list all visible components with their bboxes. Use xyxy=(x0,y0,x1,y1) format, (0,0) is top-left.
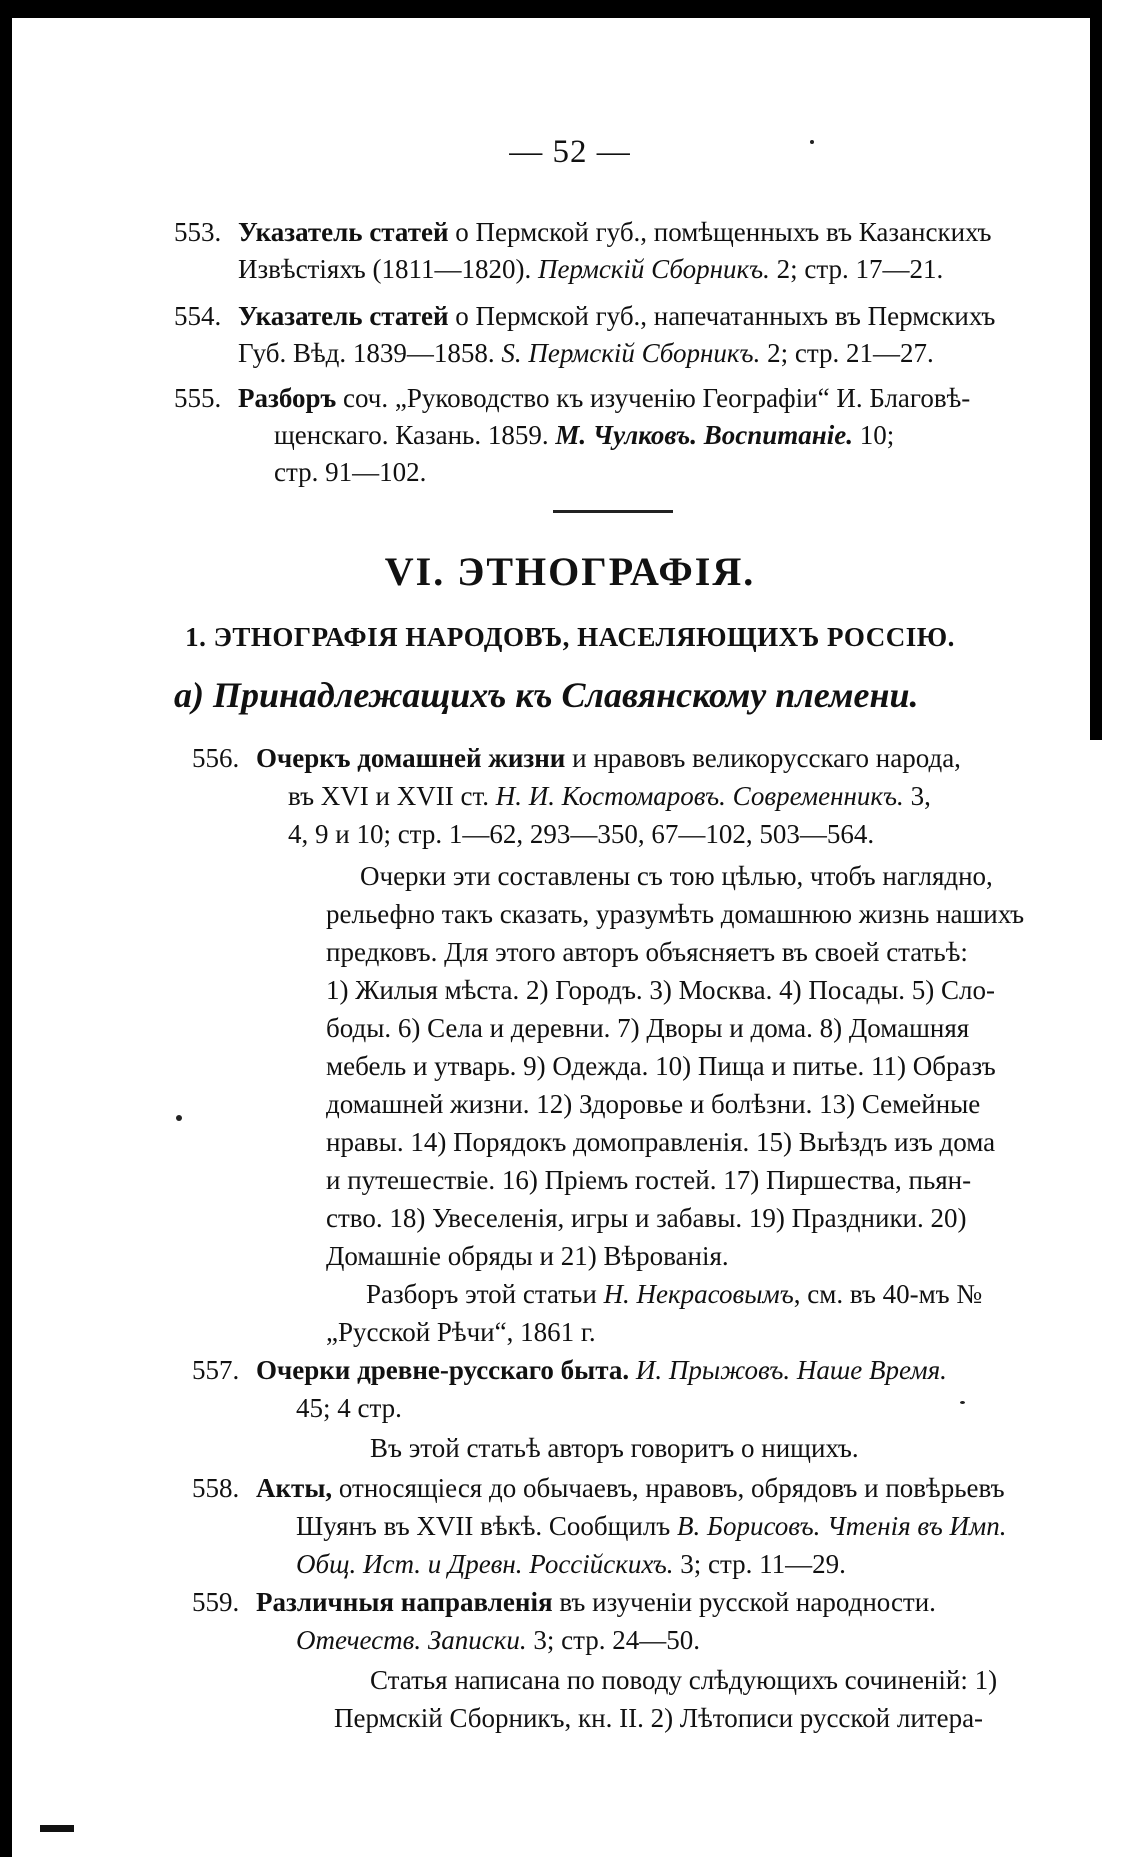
entry-559-line-1: 559. Различныя направленія въ изученіи русской народности. xyxy=(192,1587,936,1617)
entry-556-body-line: и путешествіе. 16) Пріемъ гостей. 17) Пиршества, пьян- xyxy=(326,1165,972,1195)
entry-556-body-line: нравы. 14) Порядокъ домоправленія. 15) Выѣздъ изъ дома xyxy=(326,1127,996,1157)
entry-556-body-line: предковъ. Для этого авторъ объясняетъ въ своей статьѣ: xyxy=(326,937,968,967)
scan-mark xyxy=(40,1825,74,1832)
entry-556-body-line: мебель и утварь. 9) Одежда. 10) Пища и питье. 11) Образъ xyxy=(326,1051,996,1081)
entry-554-line-2: Губ. Вѣд. 1839—1858. S. Пермскій Сборникъ. 2; стр. 21—27. xyxy=(238,338,934,368)
entry-559-line-2: Отечеств. Записки. 3; стр. 24—50. xyxy=(296,1625,700,1655)
subsection-title: 1. ЭТНОГРАФІЯ НАРОДОВЪ, НАСЕЛЯЮЩИХЪ РОССІЮ. xyxy=(185,622,955,652)
entry-559-body-line: Статья написана по поводу слѣдующихъ сочиненій: 1) xyxy=(370,1665,998,1695)
section-divider xyxy=(553,510,673,513)
entry-556-body-line: боды. 6) Села и деревни. 7) Дворы и дома. 8) Домашняя xyxy=(326,1013,970,1043)
scan-border-top xyxy=(0,0,1102,18)
entry-556-body-line: Домашніе обряды и 21) Вѣрованія. xyxy=(326,1241,729,1271)
entry-556-review-line-1: Разборъ этой статьи Н. Некрасовымъ, см. въ 40-мъ № xyxy=(366,1279,983,1309)
entry-557-line-1: 557. Очерки древне-русскаго быта. И. Прыжовъ. Наше Время. xyxy=(192,1355,947,1385)
scan-speck xyxy=(176,1115,182,1121)
group-heading: а) Принадлежащихъ къ Славянскому племени. xyxy=(174,675,919,715)
entry-556-line-3: 4, 9 и 10; стр. 1—62, 293—350, 67—102, 503—564. xyxy=(288,819,875,849)
page-number: — 52 — xyxy=(509,134,631,170)
entry-555-line-2: щенскаго. Казань. 1859. М. Чулковъ. Воспитаніе. 10; xyxy=(274,420,895,450)
entry-554-line-1: 554. Указатель статей о Пермской губ., напечатанныхъ въ Пермскихъ xyxy=(174,301,996,331)
entry-556-line-1: 556. Очеркъ домашней жизни и нравовъ великорусскаго народа, xyxy=(192,743,961,773)
entry-556-line-2: въ XVI и XVII ст. Н. И. Костомаровъ. Современникъ. 3, xyxy=(288,781,931,811)
section-title: VI. ЭТНОГРАФІЯ. xyxy=(384,549,756,594)
entry-556-body-line: 1) Жилыя мѣста. 2) Городъ. 3) Москва. 4) Посады. 5) Сло- xyxy=(326,975,995,1005)
entry-556-body-line: домашней жизни. 12) Здоровье и болѣзни. 13) Семейные xyxy=(326,1089,981,1119)
entry-556-body-line: рельефно такъ сказать, уразумѣть домашнюю жизнь нашихъ xyxy=(326,899,1025,929)
entry-558-line-1: 558. Акты, относящіеся до обычаевъ, нравовъ, обрядовъ и повѣрьевъ xyxy=(192,1473,1005,1503)
entry-556-body-line: Очерки эти составлены съ тою цѣлью, чтобъ наглядно, xyxy=(360,861,993,891)
entry-553-line-2: Извѣстіяхъ (1811—1820). Пермскій Сборникъ. 2; стр. 17—21. xyxy=(238,254,944,284)
entry-553-line-1: 553. Указатель статей о Пермской губ., помѣщенныхъ въ Казанскихъ xyxy=(174,217,992,247)
entry-555-line-3: стр. 91—102. xyxy=(274,457,427,487)
entry-556-body-line: ство. 18) Увеселенія, игры и забавы. 19) Праздники. 20) xyxy=(326,1203,967,1233)
entry-556-review-line-2: „Русской Рѣчи“, 1861 г. xyxy=(326,1317,596,1347)
entry-557-note: Въ этой статьѣ авторъ говоритъ о нищихъ. xyxy=(370,1433,859,1463)
entry-555-line-1: 555. Разборъ соч. „Руководство къ изученію Географіи“ И. Благовѣ- xyxy=(174,383,971,413)
entry-558-line-2: Шуянъ въ XVII вѣкѣ. Сообщилъ В. Борисовъ. Чтенія въ Имп. xyxy=(296,1511,1007,1541)
entry-557-line-2: 45; 4 стр. xyxy=(296,1393,402,1423)
entry-559-body-line: Пермскій Сборникъ, кн. II. 2) Лѣтописи русской литера- xyxy=(334,1703,984,1733)
scan-speck xyxy=(960,1401,965,1404)
scan-border-left xyxy=(0,0,12,1857)
entry-558-line-3: Общ. Ист. и Древн. Россійскихъ. 3; стр. 11—29. xyxy=(296,1549,846,1579)
